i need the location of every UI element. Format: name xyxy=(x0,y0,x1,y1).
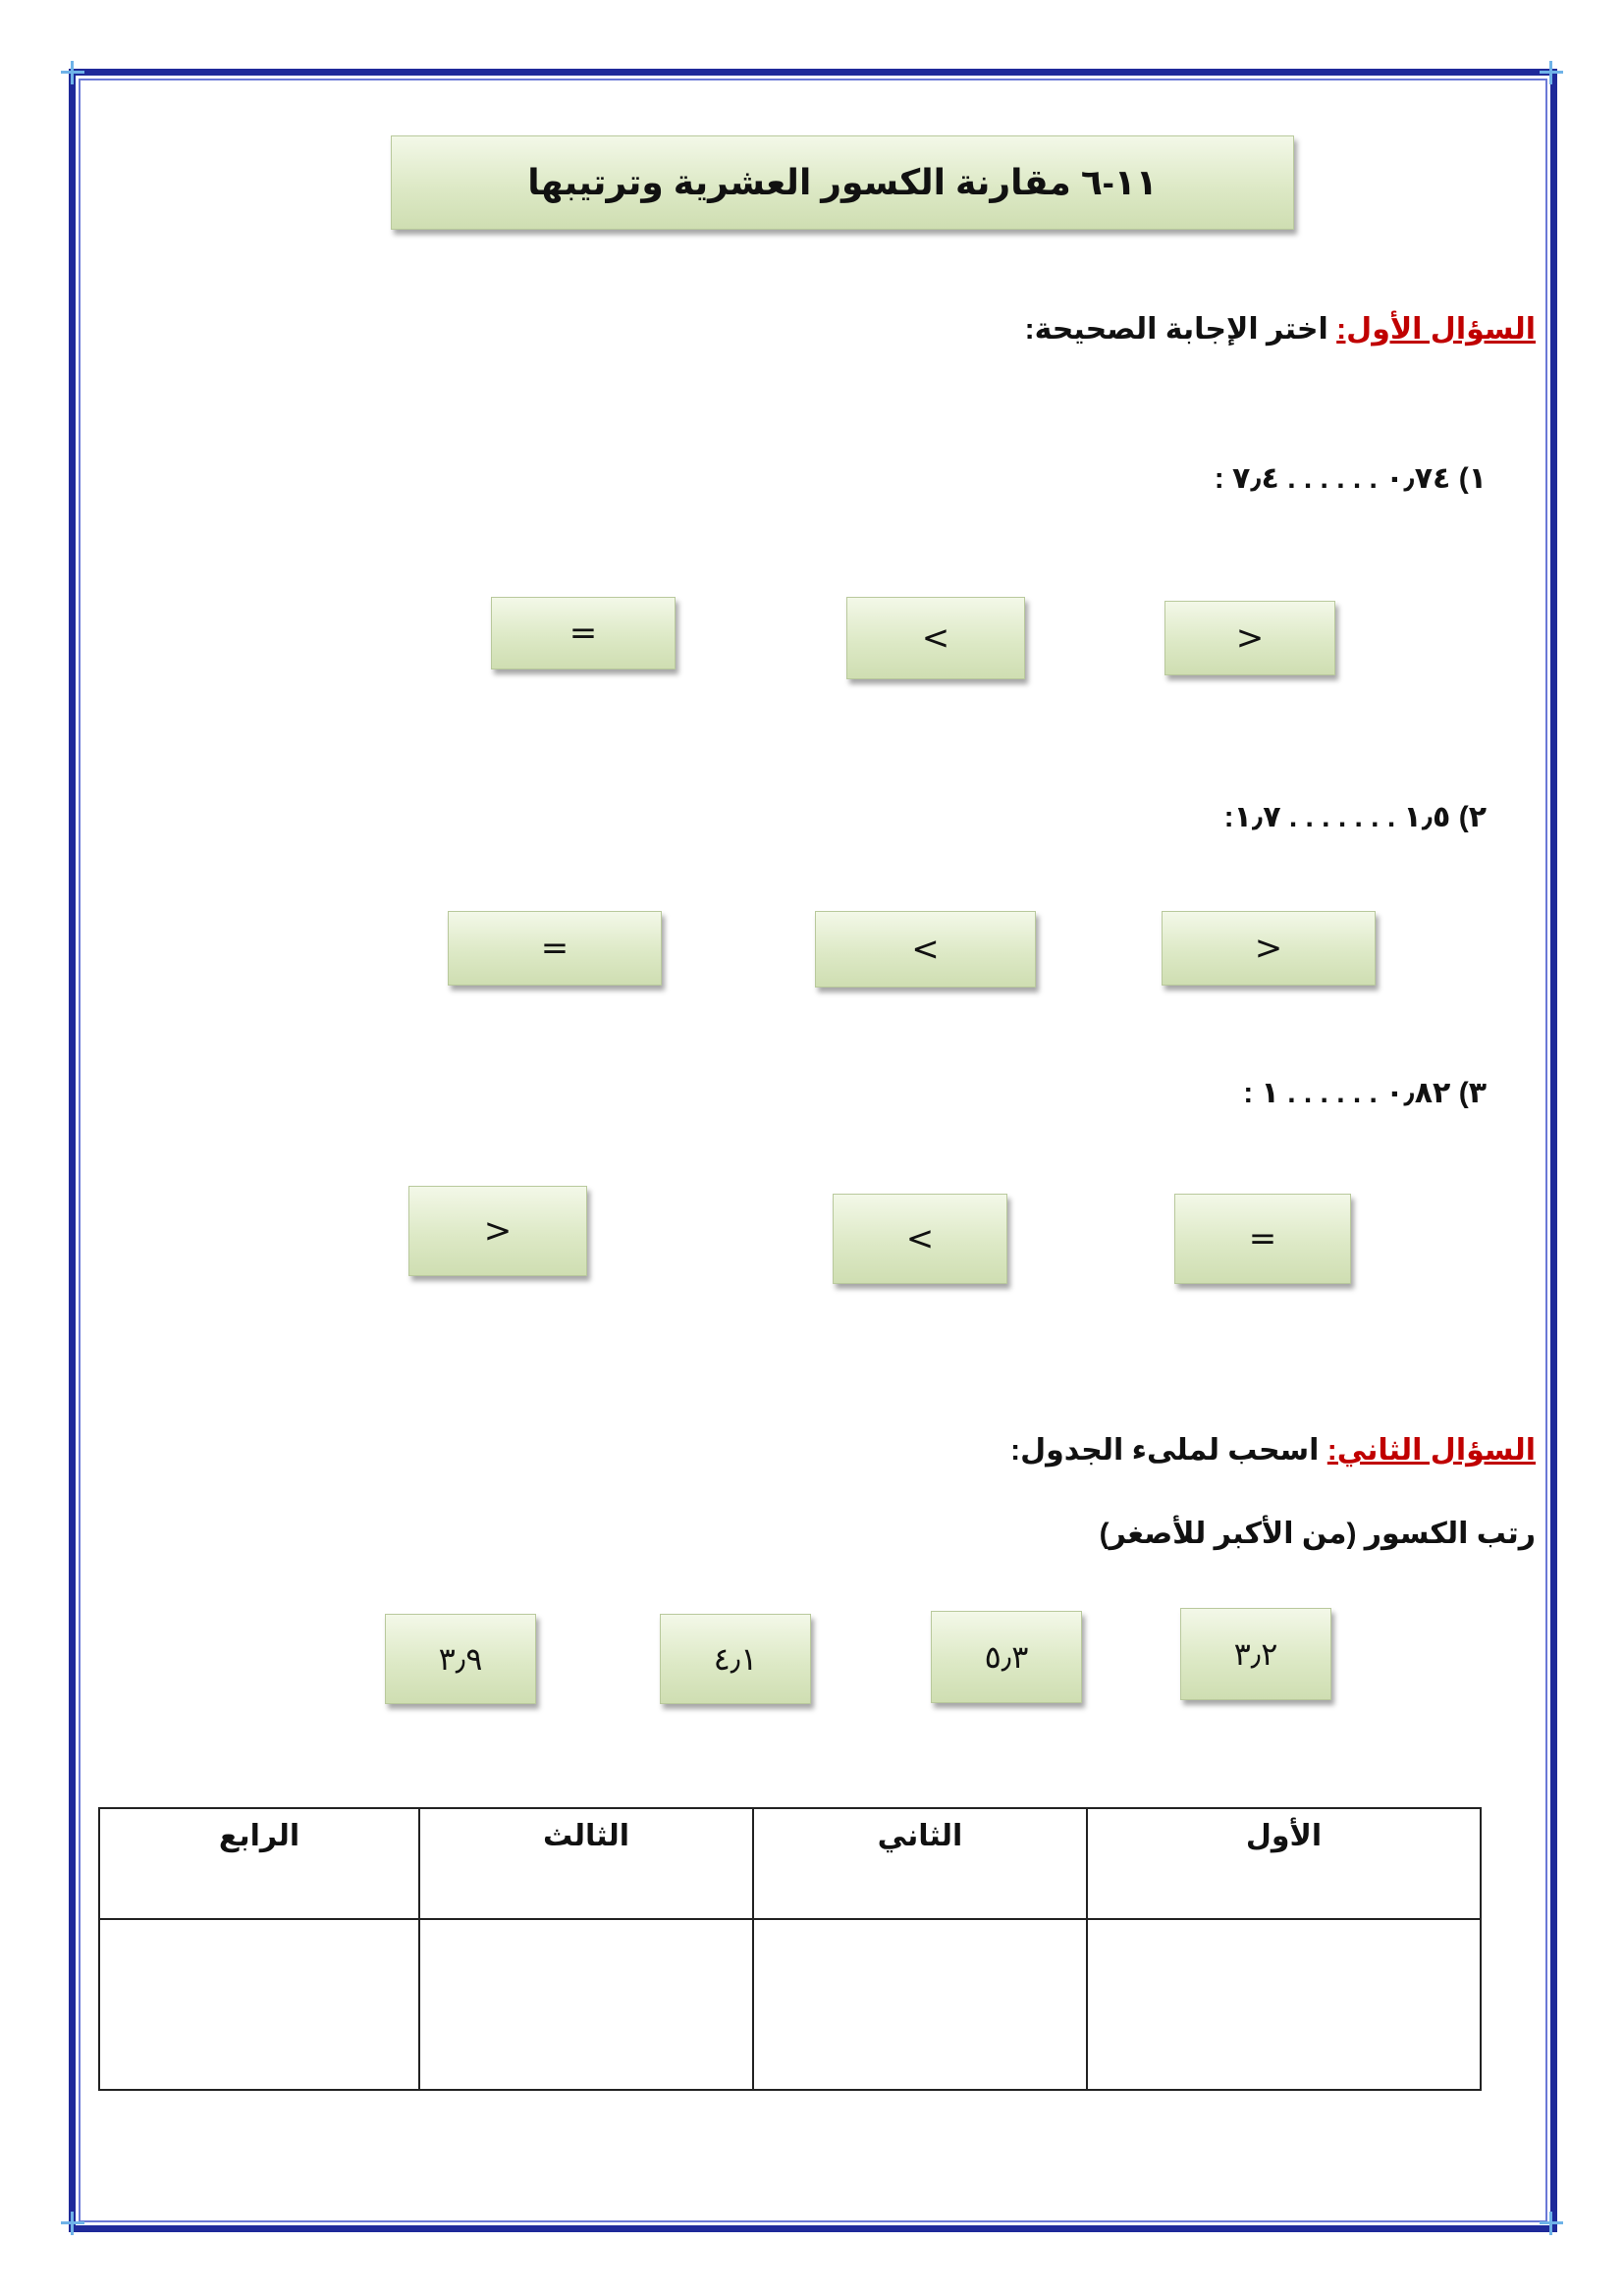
table-header-fourth: الرابع xyxy=(99,1808,419,1919)
choice-less-button[interactable]: < xyxy=(833,1194,1007,1284)
question-2-instruction: اسحب لملىء الجدول: xyxy=(1010,1434,1320,1467)
choice-greater-button[interactable]: > xyxy=(1164,601,1335,675)
draggable-number[interactable]: ٥٫٣ xyxy=(931,1611,1082,1703)
title-box xyxy=(391,135,1294,230)
choice-greater-button[interactable]: > xyxy=(408,1186,587,1276)
question-1-label: السؤال الأول: xyxy=(1336,313,1536,346)
table-header-second: الثاني xyxy=(753,1808,1087,1919)
question-1-item-1: ١) ٠٫٧٤ . . . . . . ٧٫٤ : xyxy=(1214,462,1487,495)
drop-cell-third[interactable] xyxy=(419,1919,753,2090)
draggable-number[interactable]: ٣٫٢ xyxy=(1180,1608,1331,1700)
question-1-item-2: ٢) ١٫٥ . . . . . . . ١٫٧: xyxy=(1223,801,1487,833)
choice-less-button[interactable]: < xyxy=(846,597,1025,679)
choice-less-button[interactable]: < xyxy=(815,911,1036,988)
drop-cell-second[interactable] xyxy=(753,1919,1087,2090)
question-2-subinstruction: رتب الكسور (من الأكبر للأصغر) xyxy=(1099,1518,1536,1550)
corner-ornament-icon xyxy=(1540,2212,1563,2235)
question-1-heading xyxy=(1025,312,1536,347)
draggable-number[interactable]: ٣٫٩ xyxy=(385,1614,536,1704)
choice-equal-button[interactable]: = xyxy=(491,597,676,669)
page-title: ١١-٦ مقارنة الكسور العشرية وترتيبها xyxy=(527,162,1158,202)
table-row xyxy=(99,1919,1481,2090)
choice-equal-button[interactable]: = xyxy=(1174,1194,1351,1284)
table-header-third: الثالث xyxy=(419,1808,753,1919)
question-1-instruction: اختر الإجابة الصحيحة: xyxy=(1024,313,1328,346)
corner-ornament-icon xyxy=(61,2212,84,2235)
corner-ornament-icon xyxy=(1540,61,1563,84)
drop-cell-fourth[interactable] xyxy=(99,1919,419,2090)
question-1-item-3: ٣) ٠٫٨٢ . . . . . . ١ : xyxy=(1243,1077,1487,1109)
ranking-table xyxy=(98,1807,1482,2091)
corner-ornament-icon xyxy=(61,61,84,84)
question-2-heading xyxy=(1010,1433,1536,1468)
table-header-first: الأول xyxy=(1087,1808,1481,1919)
table-header-row xyxy=(99,1808,1481,1919)
drop-cell-first[interactable] xyxy=(1087,1919,1481,2090)
draggable-number[interactable]: ٤٫١ xyxy=(660,1614,811,1704)
choice-equal-button[interactable]: = xyxy=(448,911,662,986)
choice-greater-button[interactable]: > xyxy=(1162,911,1376,986)
question-2-label: السؤال الثاني: xyxy=(1326,1434,1536,1467)
